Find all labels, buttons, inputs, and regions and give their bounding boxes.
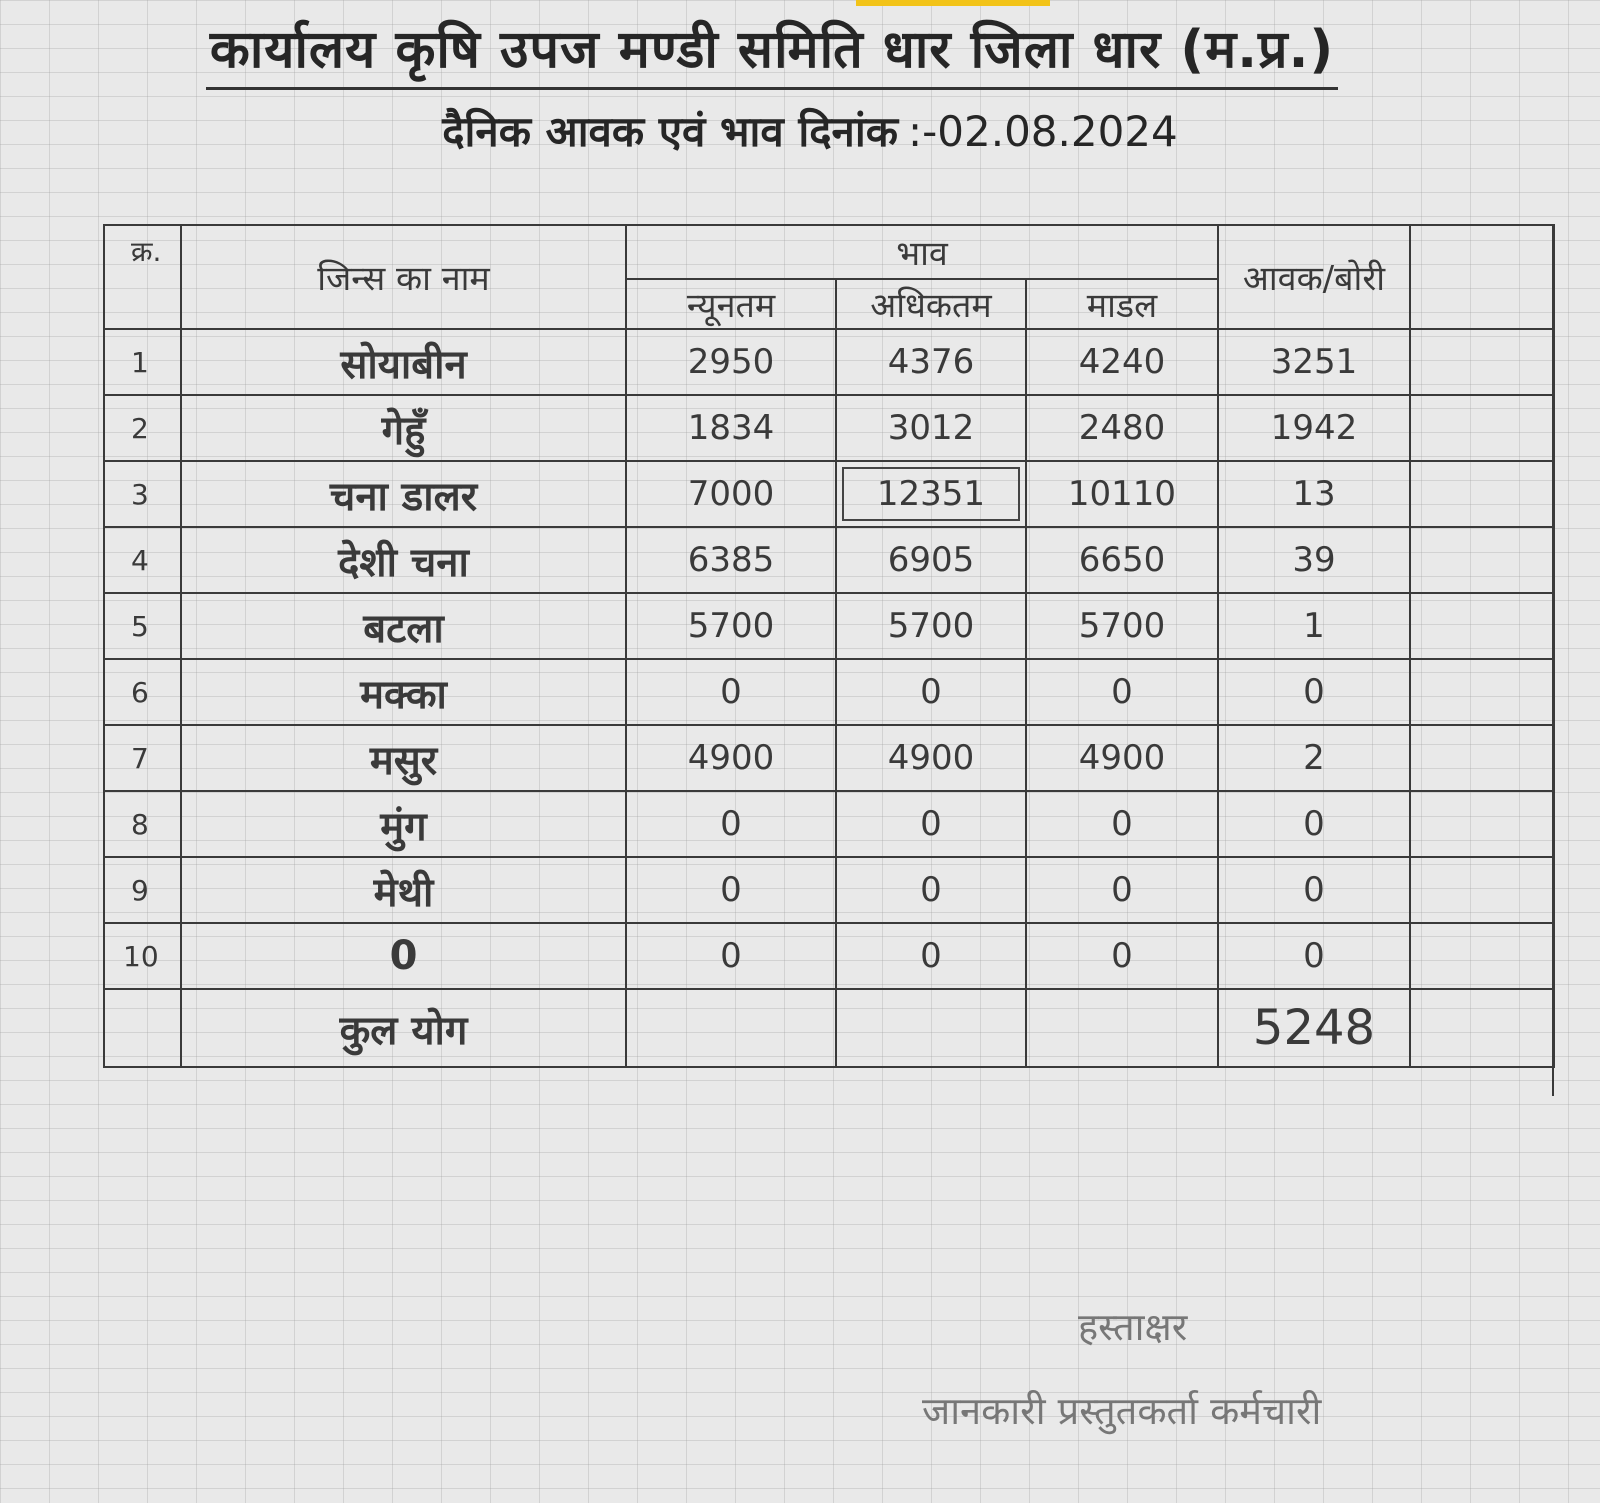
cell-arrival[interactable]: 0: [1218, 857, 1410, 923]
page-title: कार्यालय कृषि उपज मण्डी समिति धार जिला धार (म.प्र.): [0, 12, 1600, 90]
empty-cell[interactable]: [1410, 659, 1554, 725]
cell-max[interactable]: 4900: [836, 725, 1026, 791]
cell-commodity[interactable]: सोयाबीन: [181, 329, 626, 395]
cell-max[interactable]: 6905: [836, 527, 1026, 593]
table-row: [104, 461, 1554, 527]
empty-cell[interactable]: [1410, 395, 1554, 461]
cell-model[interactable]: 10110: [1026, 461, 1218, 527]
total-arrival[interactable]: 5248: [1218, 989, 1410, 1067]
cell-commodity[interactable]: देशी चना: [181, 527, 626, 593]
signature-label: हस्ताक्षर: [1078, 1305, 1188, 1349]
cell-serial[interactable]: 6: [104, 659, 181, 725]
cell-max[interactable]: 0: [836, 791, 1026, 857]
cell-model[interactable]: 0: [1026, 857, 1218, 923]
table-row: [104, 593, 1554, 659]
subtitle-text: दैनिक आवक एवं भाव दिनांक: [442, 107, 898, 156]
empty-cell[interactable]: [1410, 527, 1554, 593]
cell-arrival[interactable]: 0: [1218, 923, 1410, 989]
empty-cell[interactable]: [836, 989, 1026, 1067]
cell-serial[interactable]: 9: [104, 857, 181, 923]
cell-max[interactable]: 3012: [836, 395, 1026, 461]
cell-arrival[interactable]: 1: [1218, 593, 1410, 659]
cell-model[interactable]: 6650: [1026, 527, 1218, 593]
cell-serial[interactable]: 1: [104, 329, 181, 395]
header-serial[interactable]: क्र.: [104, 225, 181, 329]
report-date: :-02.08.2024: [907, 107, 1178, 156]
table-row: [104, 725, 1554, 791]
total-row: [104, 989, 1554, 1067]
cell-serial[interactable]: 10: [104, 923, 181, 989]
empty-cell[interactable]: [104, 989, 181, 1067]
cell-min[interactable]: 5700: [626, 593, 836, 659]
cell-arrival[interactable]: 1942: [1218, 395, 1410, 461]
cell-max[interactable]: 0: [836, 923, 1026, 989]
cell-model[interactable]: 0: [1026, 923, 1218, 989]
empty-cell[interactable]: [1410, 791, 1554, 857]
table-row: [104, 395, 1554, 461]
cell-serial[interactable]: 4: [104, 527, 181, 593]
cell-commodity[interactable]: गेहुँ: [181, 395, 626, 461]
empty-cell[interactable]: [1410, 725, 1554, 791]
cell-min[interactable]: 7000: [626, 461, 836, 527]
cell-min[interactable]: 0: [626, 923, 836, 989]
header-arrival[interactable]: आवक/बोरी: [1218, 225, 1410, 329]
cell-min[interactable]: 0: [626, 791, 836, 857]
cell-arrival[interactable]: 0: [1218, 791, 1410, 857]
cell-commodity[interactable]: 0: [181, 923, 626, 989]
cell-max[interactable]: 4376: [836, 329, 1026, 395]
cell-model[interactable]: 4240: [1026, 329, 1218, 395]
price-table: [103, 224, 1555, 1068]
cell-arrival[interactable]: 3251: [1218, 329, 1410, 395]
cell-commodity[interactable]: बटला: [181, 593, 626, 659]
empty-cell[interactable]: [1410, 989, 1554, 1067]
cell-min[interactable]: 4900: [626, 725, 836, 791]
cell-arrival[interactable]: 2: [1218, 725, 1410, 791]
table-row: [104, 329, 1554, 395]
cell-model[interactable]: 5700: [1026, 593, 1218, 659]
cell-min[interactable]: 6385: [626, 527, 836, 593]
cell-model[interactable]: 2480: [1026, 395, 1218, 461]
header-model[interactable]: माडल: [1026, 279, 1218, 329]
cell-commodity[interactable]: मक्का: [181, 659, 626, 725]
cell-serial[interactable]: 3: [104, 461, 181, 527]
total-label[interactable]: कुल योग: [181, 989, 626, 1067]
empty-cell[interactable]: [1410, 923, 1554, 989]
cell-commodity[interactable]: मसुर: [181, 725, 626, 791]
staff-label: जानकारी प्रस्तुतकर्ता कर्मचारी: [922, 1389, 1322, 1433]
empty-cell[interactable]: [1410, 225, 1554, 329]
cell-min[interactable]: 1834: [626, 395, 836, 461]
cell-serial[interactable]: 2: [104, 395, 181, 461]
cell-arrival[interactable]: 0: [1218, 659, 1410, 725]
cell-model[interactable]: 0: [1026, 791, 1218, 857]
cell-model[interactable]: 0: [1026, 659, 1218, 725]
empty-cell[interactable]: [626, 989, 836, 1067]
empty-cell[interactable]: [1026, 989, 1218, 1067]
page-subtitle: [0, 102, 1600, 159]
cell-serial[interactable]: 5: [104, 593, 181, 659]
cell-commodity[interactable]: मेथी: [181, 857, 626, 923]
header-max[interactable]: अधिकतम: [836, 279, 1026, 329]
table-row: [104, 923, 1554, 989]
cell-model[interactable]: 4900: [1026, 725, 1218, 791]
cell-min[interactable]: 0: [626, 659, 836, 725]
cell-min[interactable]: 0: [626, 857, 836, 923]
cell-max-selected[interactable]: 12351: [836, 461, 1026, 527]
header-min[interactable]: न्यूनतम: [626, 279, 836, 329]
cell-min[interactable]: 2950: [626, 329, 836, 395]
header-price-group[interactable]: भाव: [626, 225, 1218, 279]
empty-cell[interactable]: [1410, 329, 1554, 395]
cell-arrival[interactable]: 39: [1218, 527, 1410, 593]
cell-max[interactable]: 0: [836, 857, 1026, 923]
empty-cell[interactable]: [1410, 461, 1554, 527]
toolbar-highlight: [856, 0, 1050, 6]
cell-max[interactable]: 0: [836, 659, 1026, 725]
cell-commodity[interactable]: मुंग: [181, 791, 626, 857]
table-row: [104, 659, 1554, 725]
cell-serial[interactable]: 7: [104, 725, 181, 791]
empty-cell[interactable]: [1410, 593, 1554, 659]
table-row: [104, 527, 1554, 593]
header-commodity[interactable]: जिन्स का नाम: [181, 225, 626, 329]
cell-arrival[interactable]: 13: [1218, 461, 1410, 527]
cell-serial[interactable]: 8: [104, 791, 181, 857]
empty-cell[interactable]: [1410, 857, 1554, 923]
sheet-extra-column: [1552, 226, 1600, 1096]
cell-max[interactable]: 5700: [836, 593, 1026, 659]
table-row: [104, 791, 1554, 857]
cell-commodity[interactable]: चना डालर: [181, 461, 626, 527]
table-row: [104, 857, 1554, 923]
